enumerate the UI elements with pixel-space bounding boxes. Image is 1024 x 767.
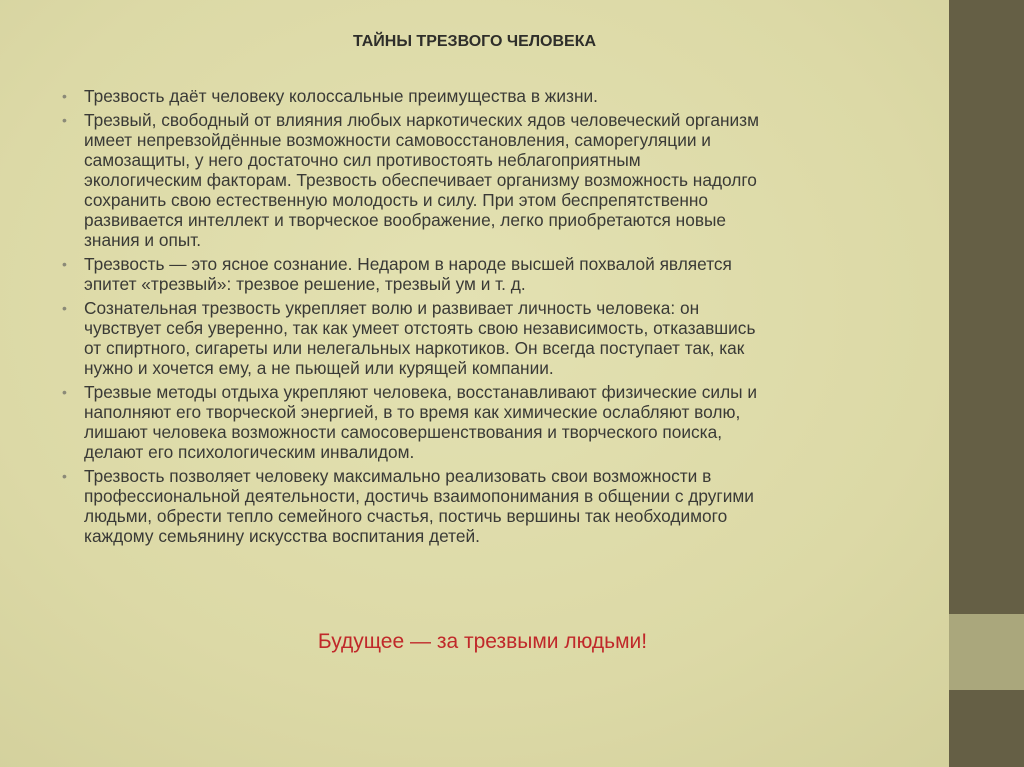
bullet-text-line: людьми, обрести тепло семейного счастья, постичь вершины так необходимого	[84, 506, 728, 526]
bullet-text-line: знания и опыт.	[84, 230, 202, 250]
bullet-text-line: Трезвость — это ясное сознание. Недаром в народе высшей похвалой является	[84, 254, 732, 274]
bullet-text-line: Трезвые методы отдыха укрепляют человека, восстанавливают физические силы и	[84, 382, 758, 402]
bullet-text-line: экологическим факторам. Трезвость обеспечивает организму возможность надолго	[84, 170, 757, 190]
bullet-text-line: делают его психологическим инвалидом.	[84, 442, 415, 462]
bullet-text-line: сохранить свою естественную молодость и силу. При этом беспрепятственно	[84, 190, 709, 210]
bullet-text-line: от спиртного, сигареты или нелегальных наркотиков. Он всегда поступает так, как	[84, 338, 745, 358]
bullet-text-line: чувствует себя уверенно, так как умеет отстоять свою независимость, отказавшись	[84, 318, 756, 338]
closing-slogan: Будущее — за трезвыми людьми!	[317, 630, 648, 653]
bullet-item	[62, 298, 922, 378]
bullet-icon: •	[62, 300, 67, 316]
bullet-item	[62, 466, 922, 546]
bullet-text-line: наполняют его творческой энергией, в то время как химические ослабляют волю,	[84, 402, 741, 422]
bullet-item	[62, 86, 922, 106]
bullet-icon: •	[62, 112, 67, 128]
bullet-text-line: нужно и хочется ему, а не пьющей или курящей компании.	[84, 358, 554, 378]
bullet-item	[62, 254, 922, 294]
bullet-icon: •	[62, 468, 67, 484]
bullet-text-line: лишают человека возможности самосовершенствования и творческого поиска,	[84, 422, 723, 442]
bullet-icon: •	[62, 384, 67, 400]
bullet-text-line: Трезвость даёт человеку колоссальные преимущества в жизни.	[84, 86, 598, 106]
bullet-item	[62, 382, 922, 462]
bullet-text-line: развивается интеллект и творческое воображение, легко приобретаются новые	[84, 210, 727, 230]
bullet-list	[62, 86, 922, 550]
bullet-text-line: Сознательная трезвость укрепляет волю и развивает личность человека: он	[84, 298, 700, 318]
bullet-text-line: эпитет «трезвый»: трезвое решение, трезвый ум и т. д.	[84, 274, 526, 294]
bullet-item	[62, 110, 922, 250]
bullet-icon: •	[62, 256, 67, 272]
bullet-text-line: профессиональной деятельности, достичь взаимопонимания в общении с другими	[84, 486, 754, 506]
bullet-text-line: Трезвый, свободный от влияния любых наркотических ядов человеческий организм	[84, 110, 759, 130]
bullet-text-line: каждому семьянину искусства воспитания детей.	[84, 526, 480, 546]
bullet-text-line: самозащиты, у него достаточно сил противостоять неблагоприятным	[84, 150, 641, 170]
bullet-text-line: Трезвость позволяет человеку максимально реализовать свои возможности в	[84, 466, 712, 486]
bullet-text-line: имеет непревзойдённые возможности самовосстановления, саморегуляции и	[84, 130, 711, 150]
slide-title: ТАЙНЫ ТРЕЗВОГО ЧЕЛОВЕКА	[352, 33, 597, 50]
bullet-icon: •	[62, 88, 67, 104]
